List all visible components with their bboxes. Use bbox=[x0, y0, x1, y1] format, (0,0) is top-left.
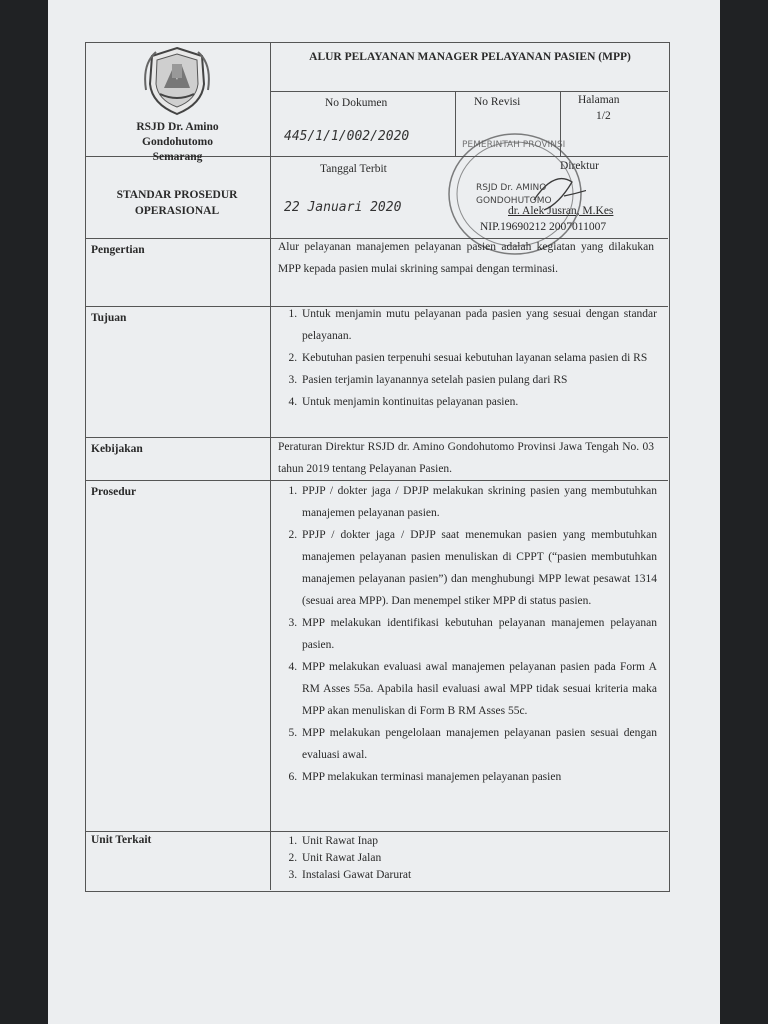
prosedur-list bbox=[276, 480, 657, 788]
list-item: 3. Pasien terjamin layanannya setelah pasien pulang dari RS bbox=[300, 369, 657, 391]
unit-terkait-list bbox=[276, 833, 657, 884]
stamp-top-text: PEMERINTAH PROVINSI bbox=[462, 140, 566, 150]
prosedur-label: Prosedur bbox=[91, 486, 137, 498]
list-item: 4. MPP melakukan evaluasi awal manajemen pelayanan pasien pada Form A RM Asses 55a. Apabila hasil evaluasi awal MPP tidak sesuai kriteria maka MPP akan menuliskan di Form B RM Asses 55c. bbox=[300, 656, 657, 722]
list-item: 3. Instalasi Gawat Darurat bbox=[300, 867, 657, 884]
list-item: 2. PPJP / dokter jaga / DPJP saat menemukan pasien yang membutuhkan manajemen pelayanan pasien menuliskan di CPPT (“pasien membutuhkan manajemen pelayanan pasien”) dan menghubungi MPP lewat pesawat 1314 (sesuai area MPP). Dan menempel stiker MPP di status pasien. bbox=[300, 524, 657, 612]
list-item: 1. Untuk menjamin mutu pelayanan pada pasien yang sesuai dengan standar pelayanan. bbox=[300, 303, 657, 347]
halaman-value: 1/2 bbox=[596, 110, 611, 122]
pengertian-label: Pengertian bbox=[91, 244, 145, 256]
row-divider-unit-terkait bbox=[85, 831, 668, 832]
list-item: 3. MPP melakukan identifikasi kebutuhan pelayanan manajemen pelayanan pasien. bbox=[300, 612, 657, 656]
list-item: 1. Unit Rawat Inap bbox=[300, 833, 657, 850]
hospital-name: RSJD Dr. Amino Gondohutomo Semarang bbox=[136, 121, 219, 163]
direktur-name: dr. Alek Jusran, M.Kes bbox=[508, 205, 614, 217]
province-seal-icon bbox=[142, 44, 212, 118]
list-item: 2. Unit Rawat Jalan bbox=[300, 850, 657, 867]
list-item: 4. Untuk menjamin kontinuitas pelayanan pasien. bbox=[300, 391, 657, 413]
header-divider-title bbox=[270, 91, 668, 92]
hospital-logo bbox=[142, 44, 212, 118]
stamp-line1: RSJD Dr. AMINO bbox=[476, 183, 547, 193]
no-dokumen-label: No Dokumen bbox=[325, 97, 388, 109]
no-dokumen-value: 445/1/1/002/2020 bbox=[284, 129, 410, 144]
list-item: 5. MPP melakukan pengelolaan manajemen pelayanan pasien sesuai dengan evaluasi awal. bbox=[300, 722, 657, 766]
list-item: 2. Kebutuhan pasien terpenuhi sesuai kebutuhan layanan selama pasien di RS bbox=[300, 347, 657, 369]
kebijakan-text: Peraturan Direktur RSJD dr. Amino Gondohutomo Provinsi Jawa Tengah No. 03 tahun 2019 tentang Pelayanan Pasien. bbox=[278, 441, 654, 475]
list-item: 1. PPJP / dokter jaga / DPJP melakukan skrining pasien yang membutuhkan manajemen pelayanan pasien. bbox=[300, 480, 657, 524]
no-revisi-label: No Revisi bbox=[474, 96, 521, 108]
halaman-label: Halaman bbox=[578, 94, 620, 106]
unit-terkait-label: Unit Terkait bbox=[91, 834, 152, 846]
stamp-line2: GONDOHUTOMO bbox=[476, 196, 552, 206]
pengertian-text: Alur pelayanan manajemen pelayanan pasien adalah kegiatan yang dilakukan MPP kepada pasien mulai skrining sampai dengan terminasi. bbox=[278, 241, 654, 275]
column-divider bbox=[270, 42, 271, 890]
tanggal-terbit-label: Tanggal Terbit bbox=[320, 163, 387, 175]
kebijakan-label: Kebijakan bbox=[91, 443, 143, 455]
sop-label: STANDAR PROSEDUR OPERASIONAL bbox=[116, 189, 238, 217]
list-item: 6. MPP melakukan terminasi manajemen pelayanan pasien bbox=[300, 766, 657, 788]
direktur-nip: NIP.19690212 2007011007 bbox=[480, 221, 607, 233]
tujuan-list bbox=[276, 303, 657, 413]
tanggal-terbit-value: 22 Januari 2020 bbox=[284, 200, 402, 215]
tujuan-label: Tujuan bbox=[91, 312, 127, 324]
document-title: ALUR PELAYANAN MANAGER PELAYANAN PASIEN (MPP) bbox=[309, 51, 631, 63]
direktur-label: Direktur bbox=[560, 160, 599, 172]
